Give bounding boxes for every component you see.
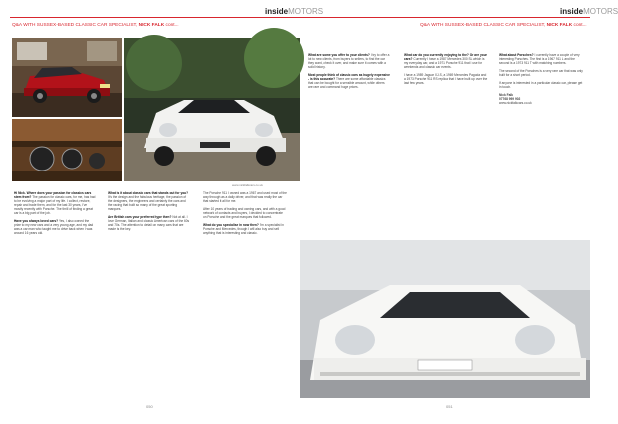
answer-14: If anyone is interested in a particular classic car, please get in touch. (499, 81, 583, 89)
question-2: Have you always loved cars? (14, 219, 59, 223)
answer-1: The passion for classic cars, for me, has had to be evolving a major part of my life. I collect, restore, repair and trade them, and for the last 30 years, I've mostly recently with Porsche. The thrill of finding a great car is a big part of the job. (14, 195, 96, 215)
right-page (300, 0, 618, 424)
answer-9: There are some affordable classics that can be bought for a sensible amount, while others are rare and command huge prices. (308, 77, 386, 89)
answer-13: The second of the Porsches is a very rare car that was only built for a short period. (499, 69, 583, 77)
car-photo-white-porsche-front (124, 38, 300, 181)
answer-8: I try to offer a lot to new clients, from buyers to sellers, to find the car they want, check it over, and make sure it comes with a solid history. (308, 53, 390, 69)
car-photo-lancia-showroom (12, 38, 122, 117)
magazine-section-header-right: insideMOTORS (560, 7, 618, 16)
car-photo-wood-interior (12, 119, 122, 181)
answer-10: Currently I have a 1987 Mercedes 300 SL which is my everyday car, and a 1971 Porsche 911 that I use for weekends and classic car events. (404, 57, 485, 69)
right-text-column-1 (308, 53, 390, 93)
answer-12: I currently have a couple of very interesting Porsches. The first is a 1967 911 L and the second is a 1973 911 T with matching numbers. (499, 53, 580, 65)
question-7: What do you specialise in now then? (203, 223, 259, 227)
article-title-right: Q&A WITH SUSSEX-BASED CLASSIC CAR SPECIALIST, NICK FALK cont... (420, 23, 587, 28)
page-number-right: 051 (446, 404, 453, 409)
question-4: Are British cars your preferred type then? (108, 215, 172, 219)
right-text-column-3 (499, 53, 583, 109)
answer-4: Not at all. I love German, Italian and classic American cars of the 60s and 70s. The attention to detail on many cars that are made is the key. (108, 215, 190, 231)
contact-website[interactable]: www.nickfalkcars.co.uk (499, 101, 532, 105)
answer-5: The Porsche 911 I owned was a 1967 and used most of the way through as a daily driver, and that was really the car that started it all for me. (203, 191, 287, 203)
question-12: What about Porsches? (499, 53, 534, 57)
contact-name: Nick Falk (499, 93, 513, 97)
right-text-column-2 (404, 53, 488, 89)
porsche-closeup-image (300, 240, 590, 398)
interior-dashboard-image (12, 119, 122, 181)
contact-phone: 07768 999 902 (499, 97, 521, 101)
header-rule-right (300, 17, 590, 18)
article-title-left: Q&A WITH SUSSEX-BASED CLASSIC CAR SPECIALIST, NICK FALK cont... (12, 23, 179, 28)
car-photo-porsche-closeup (300, 240, 590, 398)
question-3: What is it about classic cars that stands out for you? (108, 191, 189, 195)
answer-11: I have a 1989 Jaguar XJ-S, a 1969 Mercedes Pagoda and a 1973 Porsche 911 RS replica that I have built up over the last few years. (404, 73, 488, 85)
left-text-column-2 (108, 191, 190, 235)
answer-7: I'm a specialist in Porsche and Mercedes, though I will also buy and sell anything that is interesting and classic. (203, 223, 284, 235)
left-text-column-3 (203, 191, 287, 239)
question-8: What are some you offer to your clients? (308, 53, 370, 57)
question-1: Hi Nick. Where does your passion for classics cars stem from? (14, 191, 92, 199)
answer-6: After 10 years of trading and owning cars, and with a good network of contacts and buyers, I decided to concentrate on Porsche and the great marques that followed. (203, 207, 286, 219)
question-9: Most people think of classic cars as hugely expensive - is this accurate? (308, 73, 390, 81)
photo-caption: www.nickfalkcars.co.uk (232, 183, 263, 187)
answer-3: It's the design and the fabulous heritage, the passion of the designers, the engineers and certainly the cars and the racing that built so many of the great sporting marques. (108, 195, 187, 211)
lancia-car-image (12, 38, 122, 117)
magazine-section-header-left: insideMOTORS (265, 7, 324, 16)
answer-2: Yes, I also owned the prize to my new cars and a very young age, and my dad was a car man who taught me to drive back when I was around 16 years old. (14, 219, 94, 235)
question-10: What car do you currently enjoying to the? Or are your cars? (404, 53, 487, 61)
header-rule-left (10, 17, 300, 18)
white-porsche-image (124, 38, 300, 181)
page-number-left: 050 (146, 404, 153, 409)
left-text-column-1 (14, 191, 96, 239)
